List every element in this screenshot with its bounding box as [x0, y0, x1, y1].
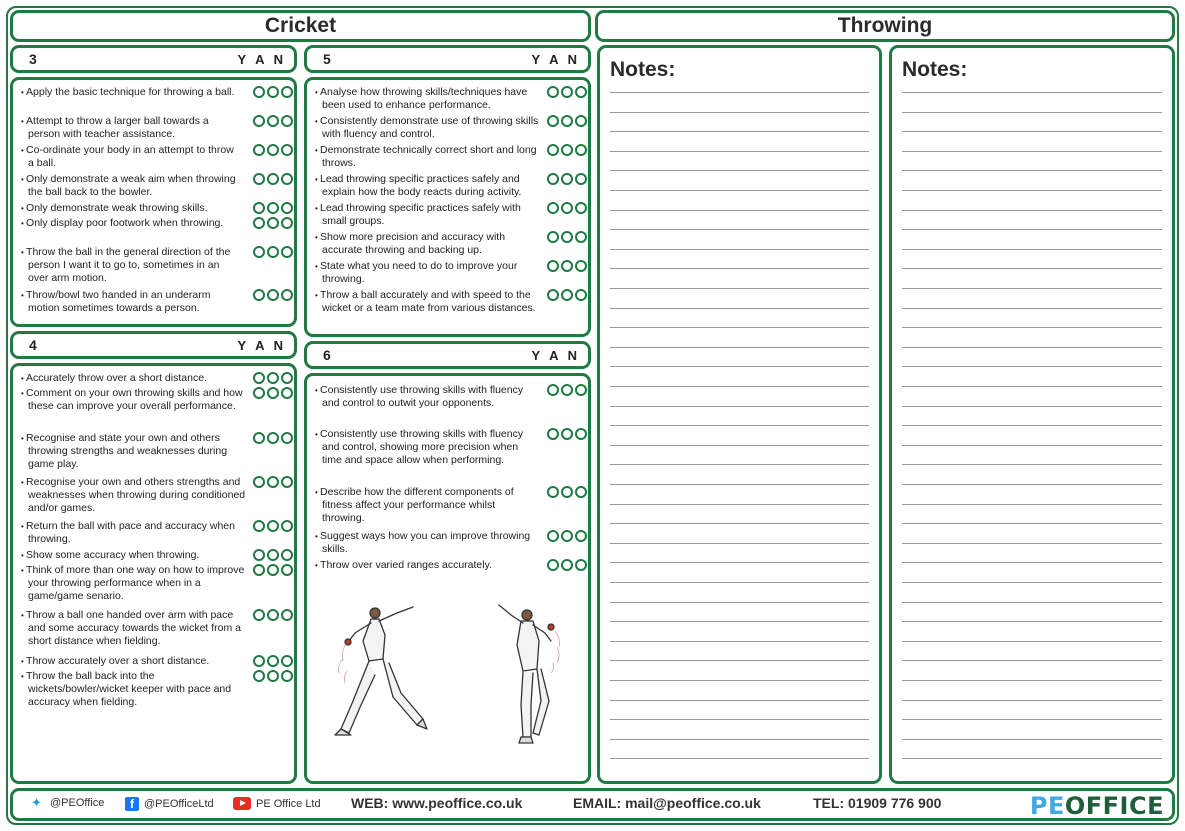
note-line: [902, 739, 1162, 740]
note-line: [610, 641, 869, 642]
note-line: [610, 112, 869, 113]
player-illustration: [499, 605, 554, 743]
note-line: [610, 249, 869, 250]
note-line: [902, 131, 1162, 132]
list-item: • Throw a ball accurately and with speed to the wicket or a team mate from various distances.: [315, 289, 587, 315]
level-5-list: [304, 77, 591, 337]
note-line: [902, 543, 1162, 544]
note-line: [610, 347, 869, 348]
yan-circles[interactable]: [547, 202, 587, 214]
list-item: • Think of more than one way on how to improve your throwing performance when in a game/game senario.: [21, 564, 293, 603]
yan-circles[interactable]: [253, 173, 293, 185]
yan-circles[interactable]: [547, 173, 587, 185]
level-3-header: [10, 45, 297, 73]
list-item: • Throw/bowl two handed in an underarm motion sometimes towards a person.: [21, 289, 293, 315]
cricket-title-bar: [10, 10, 591, 42]
list-item: • Show some accuracy when throwing.: [21, 549, 293, 562]
level-4-header: [10, 331, 297, 359]
yan-circles[interactable]: [253, 476, 293, 488]
yan-circles[interactable]: [547, 231, 587, 243]
note-line: [902, 210, 1162, 211]
yan-circles[interactable]: [253, 564, 293, 576]
list-item: • Recognise your own and others strengths and weaknesses when throwing during conditioned and/or games.: [21, 476, 293, 515]
note-line: [902, 366, 1162, 367]
yan-circles[interactable]: [253, 217, 293, 229]
list-item: • Suggest ways how you can improve throwing skills.: [315, 530, 587, 556]
facebook-link[interactable]: f @PEOfficeLtd: [125, 797, 214, 811]
level-3-list: [10, 77, 297, 327]
note-line: [610, 484, 869, 485]
yan-circles[interactable]: [253, 86, 293, 98]
note-line: [610, 504, 869, 505]
yan-circles[interactable]: [547, 289, 587, 301]
list-item: • Consistently use throwing skills with fluency and control to outwit your opponents.: [315, 384, 587, 410]
note-line: [902, 112, 1162, 113]
list-item: • Comment on your own throwing skills and how these can improve your overall performance.: [21, 387, 293, 413]
yan-circles[interactable]: [253, 549, 293, 561]
note-line: [610, 602, 869, 603]
list-item: • Consistently use throwing skills with fluency and control, showing more precision when time and space allow when performing.: [315, 428, 587, 467]
level-6-list: [304, 373, 591, 784]
note-line: [610, 327, 869, 328]
note-line: [902, 484, 1162, 485]
note-line: [610, 210, 869, 211]
note-line: [610, 92, 869, 93]
notes-title: Notes:: [610, 58, 676, 81]
list-item: • Analyse how throwing skills/techniques have been used to enhance performance.: [315, 86, 587, 112]
note-line: [902, 445, 1162, 446]
note-line: [610, 190, 869, 191]
email-link[interactable]: EMAIL: mail@peoffice.co.uk: [573, 795, 761, 811]
player-illustration: [335, 607, 427, 735]
list-item: • Apply the basic technique for throwing a ball.: [21, 86, 293, 99]
page-title: Cricket: [264, 14, 337, 37]
notes-panel-left[interactable]: [597, 45, 882, 784]
note-line: [610, 739, 869, 740]
list-item: • Lead throwing specific practices safely with small groups.: [315, 202, 587, 228]
note-line: [902, 523, 1162, 524]
twitter-link[interactable]: ✦ @PEOffice: [31, 795, 105, 810]
yan-label: Y A N: [531, 51, 580, 67]
throwing-title-bar: [595, 10, 1175, 42]
note-line: [610, 288, 869, 289]
note-line: [610, 700, 869, 701]
youtube-icon: [233, 797, 251, 810]
list-item: • Throw accurately over a short distance.: [21, 655, 293, 668]
yan-label: Y A N: [237, 337, 286, 353]
level-number: 3: [29, 51, 37, 67]
level-number: 6: [323, 347, 331, 363]
yan-circles[interactable]: [253, 670, 293, 682]
yan-circles[interactable]: [253, 115, 293, 127]
yan-circles[interactable]: [547, 559, 587, 571]
notes-title: Notes:: [902, 58, 968, 81]
note-line: [902, 719, 1162, 720]
note-line: [902, 425, 1162, 426]
note-line: [610, 366, 869, 367]
note-line: [902, 406, 1162, 407]
level-number: 4: [29, 337, 37, 353]
footer-bar: [10, 788, 1175, 821]
phone-number: TEL: 01909 776 900: [813, 795, 942, 811]
note-line: [610, 445, 869, 446]
list-item: • Attempt to throw a larger ball towards a person with teacher assistance.: [21, 115, 293, 141]
notes-panel-right[interactable]: [889, 45, 1175, 784]
twitter-icon: ✦: [31, 795, 42, 810]
yan-label: Y A N: [237, 51, 286, 67]
facebook-icon: f: [125, 797, 139, 811]
list-item: • Demonstrate technically correct short and long throws.: [315, 144, 587, 170]
list-item: • Throw the ball in the general direction of the person I want it to go to, sometimes in an over arm motion.: [21, 246, 293, 285]
yan-label: Y A N: [531, 347, 580, 363]
note-line: [902, 229, 1162, 230]
yan-circles[interactable]: [253, 609, 293, 621]
list-item: • Describe how the different components of fitness affect your performance whilst throwing.: [315, 486, 587, 525]
note-line: [610, 680, 869, 681]
yan-circles[interactable]: [547, 115, 587, 127]
note-line: [902, 327, 1162, 328]
note-line: [902, 680, 1162, 681]
list-item: • Only demonstrate weak throwing skills.: [21, 202, 293, 215]
note-line: [902, 170, 1162, 171]
yan-circles[interactable]: [547, 86, 587, 98]
note-line: [610, 758, 869, 759]
yan-circles[interactable]: [253, 144, 293, 156]
note-line: [902, 464, 1162, 465]
note-line: [902, 386, 1162, 387]
youtube-link[interactable]: PE Office Ltd: [233, 797, 321, 810]
yan-circles[interactable]: [547, 530, 587, 542]
note-line: [610, 229, 869, 230]
list-item: • Only demonstrate a weak aim when throwing the ball back to the bowler.: [21, 173, 293, 199]
note-line: [610, 268, 869, 269]
note-line: [902, 641, 1162, 642]
note-line: [610, 543, 869, 544]
yan-circles[interactable]: [547, 384, 587, 396]
note-line: [610, 170, 869, 171]
note-line: [610, 523, 869, 524]
note-line: [902, 758, 1162, 759]
note-line: [902, 308, 1162, 309]
note-line: [610, 386, 869, 387]
yan-circles[interactable]: [547, 428, 587, 440]
note-line: [902, 660, 1162, 661]
web-link[interactable]: WEB: www.peoffice.co.uk: [351, 795, 523, 811]
page-subtitle: Throwing: [837, 14, 933, 37]
note-line: [902, 249, 1162, 250]
throwing-illustration: [327, 601, 572, 746]
list-item: • Co-ordinate your body in an attempt to throw a ball.: [21, 144, 293, 170]
level-6-header: [304, 341, 591, 369]
yan-circles[interactable]: [253, 387, 293, 399]
yan-circles[interactable]: [253, 372, 293, 384]
level-4-list: [10, 363, 297, 784]
note-line: [610, 562, 869, 563]
note-line: [902, 621, 1162, 622]
note-line: [902, 151, 1162, 152]
note-line: [610, 719, 869, 720]
peoffice-logo: PEOFFICE: [1029, 792, 1164, 820]
note-line: [902, 190, 1162, 191]
note-line: [902, 347, 1162, 348]
yan-circles[interactable]: [253, 289, 293, 301]
list-item: • State what you need to do to improve your throwing.: [315, 260, 587, 286]
yan-circles[interactable]: [253, 202, 293, 214]
note-line: [902, 700, 1162, 701]
note-line: [610, 464, 869, 465]
level-number: 5: [323, 51, 331, 67]
list-item: • Recognise and state your own and others throwing strengths and weaknesses during game play.: [21, 432, 293, 471]
note-line: [610, 151, 869, 152]
note-line: [610, 621, 869, 622]
yan-circles[interactable]: [253, 432, 293, 444]
level-5-header: [304, 45, 591, 73]
yan-circles[interactable]: [253, 246, 293, 258]
list-item: • Throw the ball back into the wickets/bowler/wicket keeper with pace and accuracy when fielding.: [21, 670, 293, 709]
note-line: [610, 406, 869, 407]
note-line: [902, 562, 1162, 563]
note-line: [610, 308, 869, 309]
note-line: [610, 425, 869, 426]
list-item: • Only display poor footwork when throwing.: [21, 217, 293, 230]
list-item: • Throw a ball one handed over arm with pace and some accuracy towards the wicket from a short distance when fielding.: [21, 609, 293, 648]
yan-circles[interactable]: [253, 520, 293, 532]
note-line: [902, 92, 1162, 93]
yan-circles[interactable]: [253, 655, 293, 667]
list-item: • Throw over varied ranges accurately.: [315, 559, 587, 572]
list-item: • Lead throwing specific practices safely and explain how the body reacts during activity.: [315, 173, 587, 199]
note-line: [902, 268, 1162, 269]
note-line: [902, 288, 1162, 289]
list-item: • Accurately throw over a short distance.: [21, 372, 293, 385]
list-item: • Consistently demonstrate use of throwing skills with fluency and control.: [315, 115, 587, 141]
note-line: [902, 602, 1162, 603]
list-item: • Show more precision and accuracy with accurate throwing and backing up.: [315, 231, 587, 257]
note-line: [902, 504, 1162, 505]
note-line: [610, 131, 869, 132]
list-item: • Return the ball with pace and accuracy when throwing.: [21, 520, 293, 546]
note-line: [902, 582, 1162, 583]
note-line: [610, 582, 869, 583]
yan-circles[interactable]: [547, 260, 587, 272]
yan-circles[interactable]: [547, 144, 587, 156]
note-line: [610, 660, 869, 661]
yan-circles[interactable]: [547, 486, 587, 498]
